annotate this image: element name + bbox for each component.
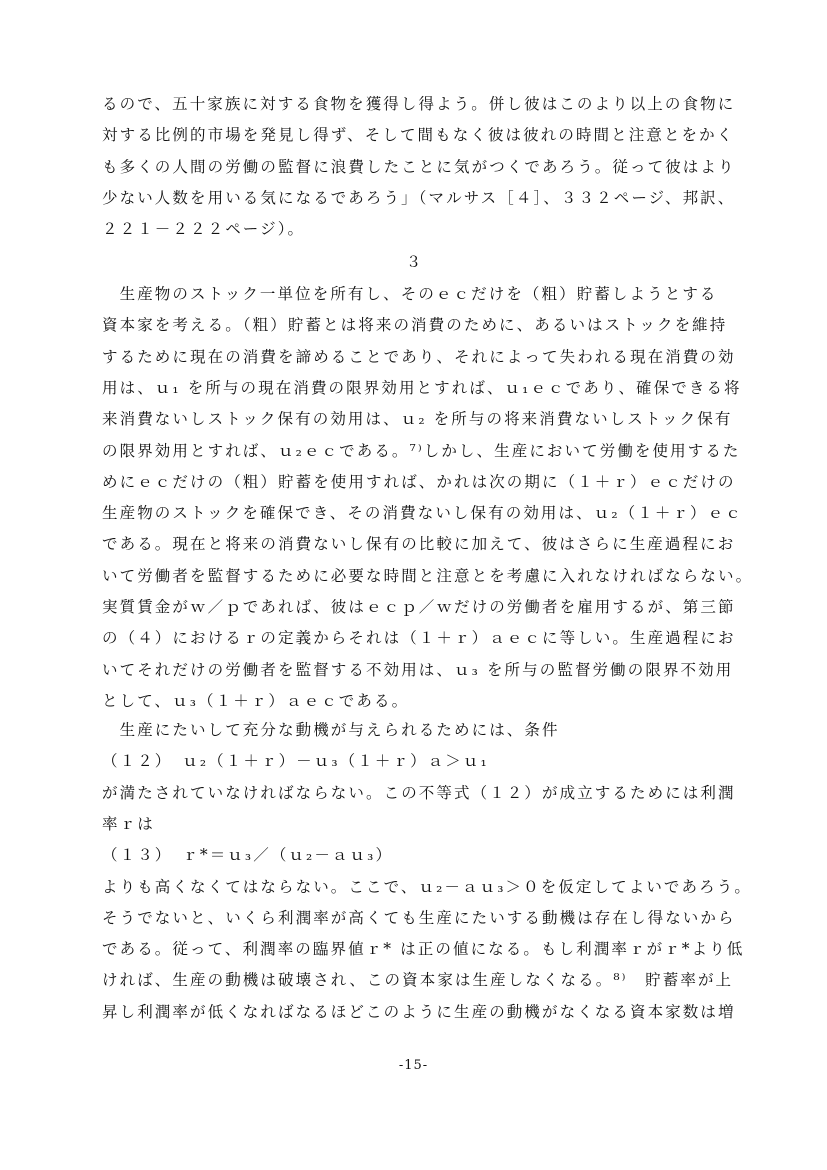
text-line: よりも高くなくてはならない。ここで、ｕ₂－ａｕ₃＞０を仮定してよいであろう。: [102, 877, 752, 896]
text-line: である。現在と将来の消費ないし保有の比較に加えて、彼はさらに生産過程にお: [102, 535, 736, 554]
text-line: として、ｕ₃（１＋ｒ）ａｅｃである。: [102, 691, 410, 710]
text-line: 来消費ないしストック保有の効用は、ｕ₂ を所与の将来消費ないしストック保有: [102, 410, 733, 429]
text-line: 資本家を考える。（粗）貯蓄とは将来の消費のために、あるいはストックを維持: [102, 316, 728, 335]
text-line: （１２） ｕ₂（１＋ｒ）－ｕ₃（１＋ｒ）ａ＞ｕ₁: [102, 752, 489, 771]
text-line: 少ない人数を用いる気になるであろう」（マルサス［４］、３３２ページ、邦訳、: [102, 188, 736, 207]
text-line: （１３） ｒ*＝ｕ₃／（ｕ₂－ａｕ₃）: [102, 846, 394, 865]
text-line: そうでないと、いくら利潤率が高くても生産にたいする動機は存在し得ないから: [102, 908, 736, 927]
text-line: の（４）におけるｒの定義からそれは（１＋ｒ）ａｅｃに等しい。生産過程にお: [102, 629, 736, 648]
text-line: るので、五十家族に対する食物を獲得し得よう。併し彼はこのより以上の食物に: [102, 95, 736, 113]
text-line: 用は、ｕ₁ を所与の現在消費の限界効用とすれば、ｕ₁ｅｃであり、確保できる将: [102, 378, 742, 397]
text-line: である。従って、利潤率の臨界値ｒ* は正の値になる。もし利潤率ｒがｒ*より低: [102, 940, 745, 959]
text-line: 生産物のストックを確保でき、その消費ないし保有の効用は、ｕ₂（１＋ｒ）ｅｃ: [102, 504, 743, 523]
text-line: いてそれだけの労働者を監督する不効用は、ｕ₃ を所与の監督労働の限界不効用: [102, 660, 734, 679]
text-line: 生産物のストック一単位を所有し、そのｅｃだけを（粗）貯蓄しようとする: [102, 285, 718, 303]
text-line: も多くの人間の労働の監督に浪費したことに気がつくであろう。従って彼はより: [102, 157, 736, 176]
text-line: めにｅｃだけの（粗）貯蓄を使用すれば、かれは次の期に（１＋ｒ）ｅｃだけの: [102, 472, 736, 491]
section-number: ３: [405, 253, 422, 271]
text-line: が満たされていなければならない。この不等式（１２）が成立するためには利潤: [102, 783, 736, 802]
text-line: ２２１－２２２ページ）。: [102, 220, 306, 239]
text-line: の限界効用とすれば、ｕ₂ｅｃである。⁷⁾しかし、生産において労働を使用するた: [102, 441, 741, 460]
text-line: 率ｒは: [102, 814, 155, 833]
page-number: -15-: [398, 1058, 429, 1073]
text-line: するために現在の消費を諦めることであり、それによって失われる現在消費の効: [102, 347, 736, 366]
text-line: いて労働者を監督するために必要な時間と注意とを考慮に入れなければならない。: [102, 566, 754, 585]
text-line: 対する比例的市場を発見し得ず、そして間もなく彼は彼れの時間と注意とをかく: [102, 126, 735, 145]
text-line: ければ、生産の動機は破壊され、この資本家は生産しなくなる。⁸⁾ 貯蓄率が上: [102, 971, 734, 990]
text-line: 昇し利潤率が低くなればなるほどこのように生産の動機がなくなる資本家数は増: [102, 1002, 736, 1021]
text-line: 実質賃金がｗ／ｐであれば、彼はｅｃｐ／ｗだけの労働者を雇用するが、第三節: [102, 598, 736, 616]
text-line: 生産にたいして充分な動機が与えられるためには、条件: [102, 721, 560, 739]
